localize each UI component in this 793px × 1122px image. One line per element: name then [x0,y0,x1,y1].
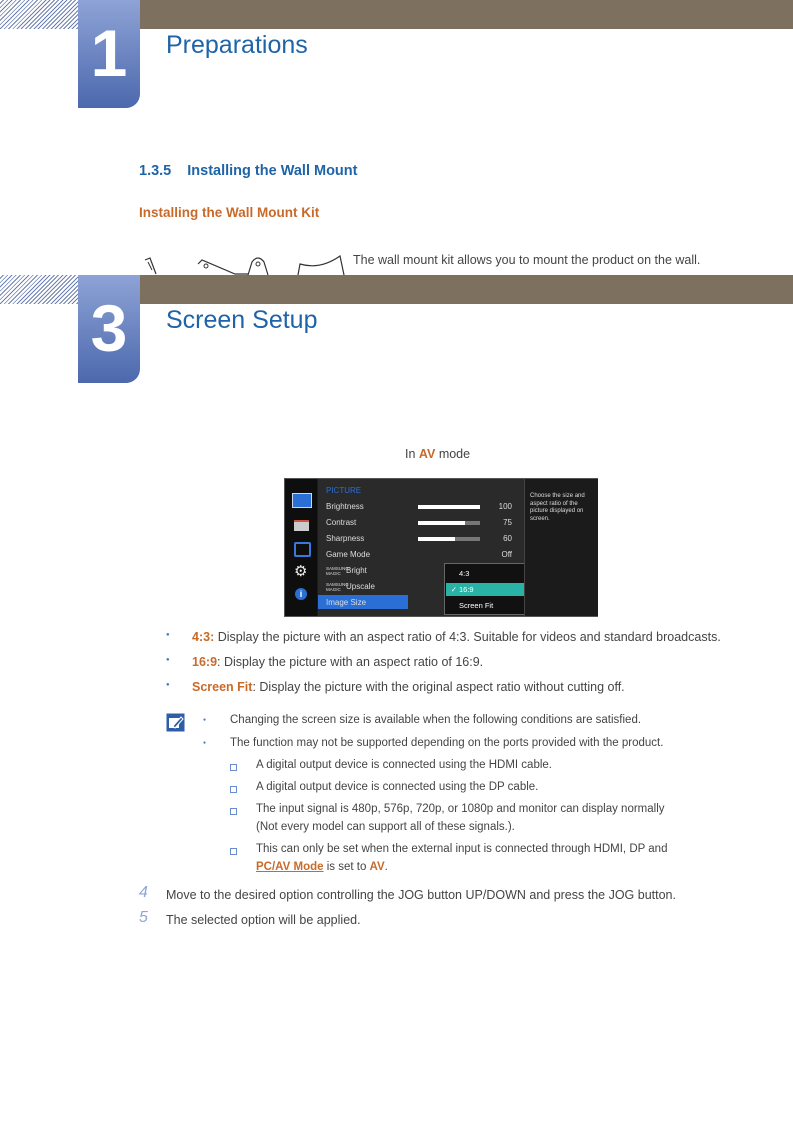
picture-icon[interactable] [292,493,312,508]
bullet-text: Display the picture with an aspect ratio of 4:3. Suitable for videos and standard broadcasts. [214,630,721,644]
chapter-title-3: Screen Setup [166,306,318,334]
bullet-text: Display the picture with an aspect ratio of 16:9. [220,655,484,669]
osd-item-label: Game Mode [326,550,371,559]
check-icon: ✓ [450,585,457,594]
osd-item-value: Off [501,550,512,559]
note-subitem: (Not every model can support all of these signals.). [256,821,515,833]
osd-brand: SAMSUNG MAGIC [326,582,349,592]
osd-help-text: Choose the size and aspect ratio of the picture displayed on screen. [530,493,585,522]
header-bar-3 [140,275,793,304]
osd-item-label: Image Size [326,598,367,607]
bullet-dot: ● [166,682,170,688]
osd-item-label: Bright [346,566,367,576]
note-item: The function may not be supported depending on the ports provided with the product. [230,737,664,749]
note-subitem: A digital output device is connected using the HDMI cable. [256,759,552,771]
square-bullet [230,786,237,793]
osd-menu [284,478,598,617]
header-hatch-1 [0,0,78,29]
information-icon[interactable]: i [295,588,307,600]
osd-slider[interactable] [418,537,480,541]
osd-item-value: 75 [503,518,512,527]
step-text: The selected option will be applied. [166,913,361,927]
note-subitem: The input signal is 480p, 576p, 720p, or 1080p and monitor can display normally [256,803,665,815]
square-bullet [230,764,237,771]
wall-mount-description: The wall mount kit allows you to mount the product on the wall. [353,253,701,267]
bullet-dot: ● [166,657,170,663]
note-dot: ● [203,717,207,723]
settings-gear-icon[interactable]: ⚙ [294,563,308,580]
osd-item-label: Sharpness [326,534,365,543]
osd-header: PICTURE [326,486,362,495]
header-bar-1 [140,0,793,29]
osd-item-value: 60 [503,534,512,543]
pc-av-mode-link[interactable]: PC/AV Mode [256,861,324,873]
bullet-term: Screen Fit [192,680,253,694]
option-label: 4:3 [459,569,470,578]
osd-item-0[interactable] [326,502,364,511]
bullet-item: 4:3: Display the picture with an aspect ratio of 4:3. Suitable for videos and standard broadcasts. [192,630,721,644]
osd-item-2[interactable] [326,534,364,543]
section-heading [139,163,357,179]
osd-help-panel [524,479,598,616]
osd-item-label: Upscale [346,582,375,592]
bullet-item: Screen Fit: Display the picture with the original aspect ratio without cutting off. [192,680,625,694]
osd-item-label: Contrast [326,518,357,527]
osd-item-value: 100 [498,502,512,511]
position-icon[interactable] [294,542,311,557]
section-number: 1.3.5 [139,163,172,179]
chapter-title-1: Preparations [166,31,308,59]
option-label: 16:9 [459,585,474,594]
osd-icon-column [285,479,317,616]
av-value: AV [369,861,385,873]
osd-item-6[interactable] [326,598,366,607]
mode-caption: In AV mode [405,447,471,461]
option-label: Screen Fit [459,601,494,610]
bullet-dot: ● [166,632,170,638]
osd-slider-fill [418,505,480,509]
bullet-text: Display the picture with the original aspect ratio without cutting off. [255,680,625,694]
step-number: 4 [139,884,148,901]
bullet-term: 4:3 [192,630,211,644]
note-item: Changing the screen size is available when the following conditions are satisfied. [230,714,642,726]
square-bullet [230,848,237,855]
section-title: Installing the Wall Mount [187,163,358,179]
mode-name: AV [418,447,436,461]
chapter-tab-1 [78,0,140,108]
note-dot: ● [203,740,207,746]
osd-item-label: Brightness [326,502,364,511]
step-number: 5 [139,909,148,926]
osd-slider[interactable] [418,505,480,509]
osd-slider-fill [418,537,455,541]
chapter-number-1: 1 [90,16,128,90]
osd-slider-fill [418,521,465,525]
chapter-number-3: 3 [90,291,128,365]
step-text: Move to the desired option controlling the JOG button UP/DOWN and press the JOG button. [166,888,676,902]
note-subitem: A digital output device is connected using the DP cable. [256,781,539,793]
osd-brand: SAMSUNG MAGIC [326,566,349,576]
note-last-line: PC/AV Mode is set to AV. [256,861,388,873]
osd-item-4[interactable] [326,566,367,576]
osd-slider[interactable] [418,521,480,525]
square-bullet [230,808,237,815]
wall-mount-parts-illustration [140,250,350,275]
bullet-term: 16:9 [192,655,218,669]
osd-item-3[interactable] [326,550,370,559]
header-hatch-3 [0,275,78,304]
osd-item-5[interactable] [326,582,375,592]
subsection-heading: Installing the Wall Mount Kit [139,205,320,220]
onscreen-display-icon[interactable] [294,520,309,531]
note-pencil-icon [166,713,185,732]
note-subitem: This can only be set when the external input is connected through HDMI, DP and [256,843,668,855]
bullet-item: 16:9: Display the picture with an aspect ratio of 16:9. [192,655,484,669]
osd-item-1[interactable] [326,518,356,527]
chapter-tab-3 [78,275,140,383]
osd-picture-menu [318,479,524,616]
